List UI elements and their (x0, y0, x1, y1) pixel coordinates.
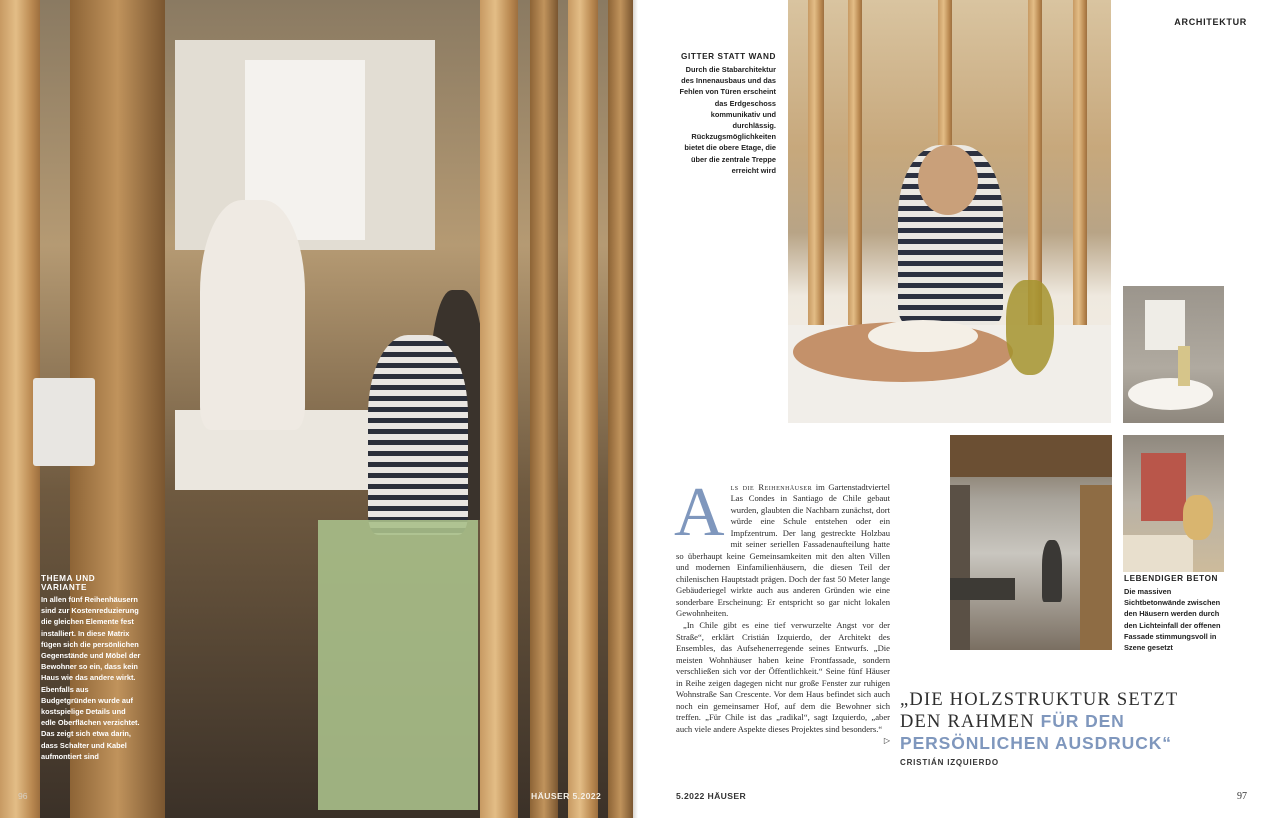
caption-text: In allen fünf Reihenhäusern sind zur Kostenreduzierung die gleichen Elemente fest installiert. In diese Matrix fügen sich die persönlichen Gegenstände und Möbel der Bewohner so ein, dass kein Haus wie das andere wirkt. Ebenfalls aus Budgetgründen wurde auf kostspielige Details und edle Oberflächen verzichtet. Das zeigt sich etwa darin, dass Schalter und Kabel aufmontiert sind (41, 595, 141, 761)
concrete-room-photo (950, 435, 1112, 650)
quote-line (900, 711, 1200, 733)
wood-slat (1073, 0, 1087, 330)
paragraph-text: im Gartenstadtviertel Las Condes in Santiago de Chile gebaut wurden, glaubten die Nachbarn zunächst, dort würde eine Schule entstehen oder ein Impfzentrum. Der lang gestreckte Holzbau mit seiner seriellen Fassadenaufteilung hatte so überhaupt keine Gemeinsamkeiten mit den alten Villen und modernen Einfamilienhäusern, die diesen Teil der chilenischen Hauptstadt prägen. Doch der fast 50 Meter lange Gebäuderiegel wirkte auch aus anderen Gründen wie eine sonderbare Erscheinung: Er entspricht so gar nicht lokalen Gewohnheiten. (676, 482, 890, 618)
father-figure (200, 200, 305, 430)
wall-art (1145, 300, 1185, 350)
ceiling-beams (950, 435, 1112, 477)
doorframe (950, 485, 970, 650)
lead-in: ls die Reihenhäuser (730, 482, 813, 492)
bookshelf (1080, 485, 1112, 650)
quote-author: CRISTIÁN IZQUIERDO (900, 758, 999, 767)
man-figure (1042, 540, 1062, 602)
books-shelf (1123, 535, 1193, 572)
girl-figure (368, 335, 468, 535)
article-body (674, 474, 890, 746)
caption-text: Durch die Stabarchitektur des Innenausbaus und das Fehlen von Türen erscheint das Erdgeschoss kommunikativ und durchlässig. Rückzugsmöglichkeiten bietet die obere Etage, die über die zentrale Treppe erreicht wird (679, 65, 776, 175)
plate (868, 320, 978, 352)
article-paragraph (676, 620, 890, 745)
pull-quote (900, 690, 1200, 767)
caption-heading: LEBENDIGER BETON (1124, 574, 1219, 583)
wood-slat (608, 0, 633, 818)
quote-text: DEN RAHMEN (900, 712, 1041, 732)
dining-table (950, 578, 1015, 600)
paragraph-text: „In Chile gibt es eine tief verwurzelte Angst vor der Straße“, erklärt Cristián Izquierdo, der Architekt des Ensembles, das Aufsehenerregende seines Entwurfs. „Die meisten Wohnhäuser haben keine Frontfassade, sondern verschließen sich vor der Öffentlichkeit.“ Seine fünf Häuser in Reihe zeigen dagegen nicht nur große Fenster zur ruhigen Wohnstraße San Crescente. Vor dem Haus befindet sich auch noch ein gemeinsamer Hof, auf dem die Bewohner sich treffen. „Für Chile ist das „radikal“, sagt Izquierdo, „aber auch viele andere Aspekte dieses Projektes sind besonders.“ (676, 620, 890, 734)
quote-line: „DIE HOLZSTRUKTUR SETZT (900, 690, 1179, 710)
continue-arrow-icon: ▷ (883, 735, 890, 745)
green-stool (318, 520, 478, 810)
issue-label-left: HÄUSER 5.2022 (531, 791, 602, 801)
dried-flowers (1183, 495, 1213, 540)
vase-on-table-photo (1123, 286, 1224, 423)
caption-heading: THEMA UND VARIANTE (41, 574, 96, 592)
wood-slat (568, 0, 598, 818)
wood-slat (848, 0, 862, 330)
quote-accent: FÜR DEN (1040, 711, 1125, 731)
girl-head (918, 145, 978, 215)
caption-heading: GITTER STATT WAND (681, 52, 776, 61)
shelf-with-art-photo (1123, 435, 1224, 572)
page-number-right: 97 (1237, 791, 1247, 802)
caption-text: Die massiven Sichtbetonwände zwischen den Häusern werden durch den Lichteinfall der offenen Fassade stimmungsvoll in Szene gesetzt (1124, 587, 1221, 653)
issue-label-right: 5.2022 HÄUSER (676, 791, 747, 801)
framed-textile (1141, 453, 1186, 521)
spread-gutter (633, 0, 638, 818)
girl-at-table-photo (788, 0, 1111, 423)
wood-slat (808, 0, 824, 330)
vase (1178, 346, 1190, 386)
section-label: ARCHITEKTUR (1174, 17, 1247, 27)
wood-slat (480, 0, 518, 818)
caption-lebendiger-beton (1124, 574, 1224, 653)
light-switch (33, 378, 95, 466)
drop-cap: A (674, 474, 725, 551)
quote-accent-line: PERSÖNLICHEN AUSDRUCK“ (900, 733, 1172, 753)
caption-gitter-statt-wand (676, 52, 776, 176)
wood-slat (530, 0, 558, 818)
caption-thema-und-variante (41, 574, 141, 762)
page-number-left: 96 (18, 791, 28, 801)
round-table (1128, 378, 1213, 410)
oil-carafe (1006, 280, 1054, 375)
